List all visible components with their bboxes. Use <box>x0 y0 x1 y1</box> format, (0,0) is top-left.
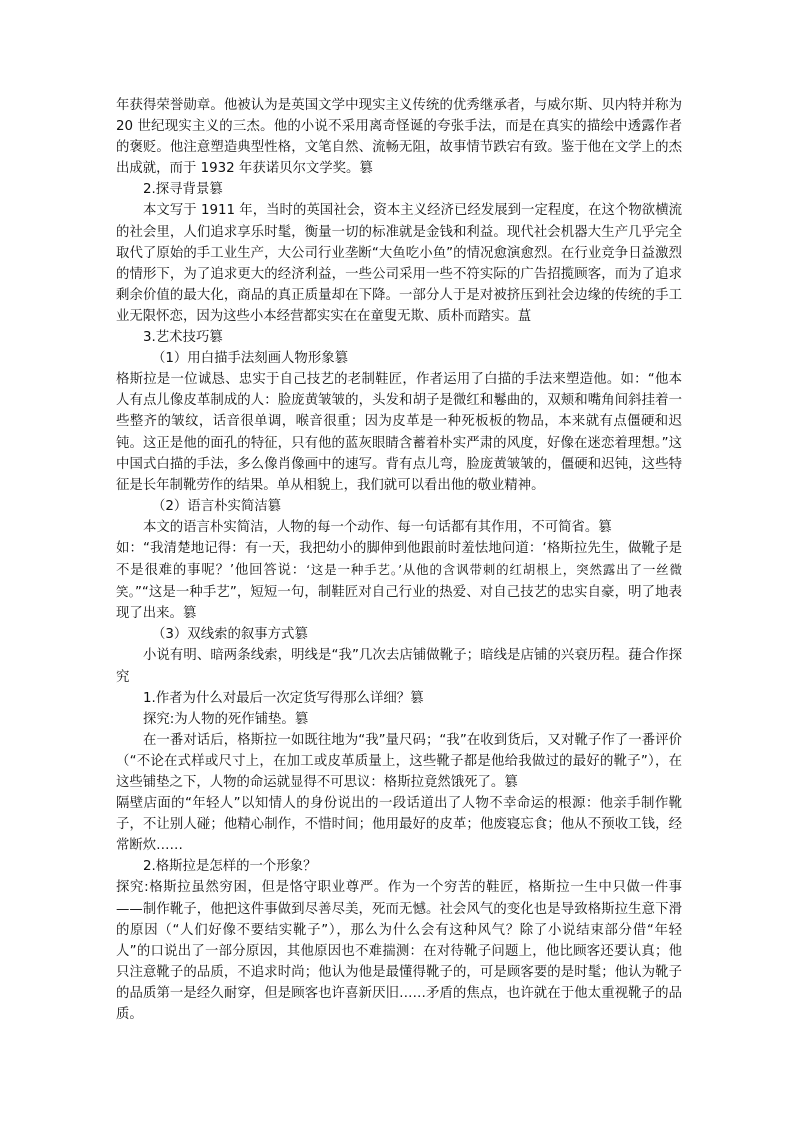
paragraph-mark: 篡 <box>294 711 309 727</box>
paragraph-mark: 篡 <box>294 627 308 643</box>
heading-art-skills: 3.艺术技巧篡 <box>143 330 223 346</box>
paragraph-mark: 篡 <box>182 606 197 622</box>
paragraph-mark: 篡 <box>359 161 373 177</box>
paragraph-mark: 篡 <box>209 182 223 198</box>
paragraph-mark: 篡 <box>334 351 348 367</box>
paragraph-portrait: 格斯拉是一位诚恳、忠实于自己技艺的老制鞋匠，作者运用了白描的手法来塑造他。如：“他本人有点儿像皮革制成的人：脸庞黄皱皱的，头发和胡子是微红和鬈曲的，双颊和嘴角间斜挂着一些整齐的皱纹，话音很单调，喉音很重；因为皮革是一种死板板的物品，本来就有点僵硬和迟钝。这正是他的面孔的特征，只有他的蓝灰眼睛含蓄着朴实严肃的风度，好像在迷恋着理想。”这中国式白描的手法，多么像肖像画中的速写。背有点儿弯，脸庞黄皱皱的，僵硬和迟钝，这些特征是长年制靴劳作的结果。单从相貌上，我们就可以看出他的敬业精神。 <box>116 372 682 493</box>
paragraph-background: 本文写于 1911 年，当时的英国社会，资本主义经济已经发展到一定程度，在这个物欲横流的社会里，人们追求享乐时髦，衡量一切的标准就是金钱和利益。现代社会机器大生产几乎完全取代了原始的手工业生产，大公司行业垄断“大鱼吃小鱼”的情况愈演愈烈。在行业竞争日益激烈的情形下，为了追求更大的经济利益，一些公司采用一些不符实际的广告招揽顾客，而为了追求剩余价值的最大化，商品的真正质量却在下降。一部分人于是对被挤压到社会边缘的传统的手工业无限怀恋，因为这些小本经营都实实在在童叟无欺、质朴而踏实。蒀 <box>116 203 682 324</box>
paragraph-mark: 蓵 <box>628 648 642 664</box>
answer-1-body: 在一番对话后，格斯拉一如既往地为“我”量尺码；“我”在收到货后，又对靴子作了一番评价（“不论在式样或尺寸上，在加工或皮革质量上，这些靴子都是他给我做过的最好的靴子”），在这些铺垫之下，人物的命运就显得不可思议：格斯拉竟然饿死了。篡 <box>116 732 682 790</box>
paragraph-language-example: 如：“我清楚地记得：有一天，我把幼小的脚伸到他跟前时羞怯地问道：‘格斯拉先生，做靴子是不是很难的事呢？’他回答说：‘这是一种手艺。’从他的含讽带刺的红胡根上，突然露出了一丝微笑。”“这是一种手艺”，短短一句，制鞋匠对自己行业的热爱、对自己技艺的忠实自豪，明了地表现了出来。篡 <box>116 540 682 622</box>
answer-1-lead: 探究:为人物的死作铺垫。篡 <box>143 711 309 727</box>
question-1: 1.作者为什么对最后一次定货写得那么详细？篡 <box>143 690 424 706</box>
paragraph-mark: 篡 <box>410 690 424 706</box>
paragraph-mark: 篡 <box>504 775 518 790</box>
paragraph-mark: 蒀 <box>517 308 532 324</box>
question-2: 2.格斯拉是怎样的一个形象？ <box>143 859 317 875</box>
subheading-double-clue: （3）双线索的叙事方式篡 <box>152 627 308 643</box>
paragraph-mark: 篡 <box>598 519 612 535</box>
paragraph-double-clue: 小说有明、暗两条线索，明线是“我”几次去店铺做靴子；暗线是店铺的兴衰历程。蓵合作探究 <box>116 648 683 685</box>
paragraph-mark: 篡 <box>209 330 223 346</box>
paragraph-mark: 篡 <box>267 498 282 514</box>
subheading-language: （2）语言朴实简洁篡 <box>152 498 282 514</box>
paragraph-language: 本文的语言朴实简洁，人物的每一个动作、每一句话都有其作用，不可简省。篡 <box>143 519 612 535</box>
paragraph-galsworthy-intro: 年获得荣誉勋章。他被认为是英国文学中现实主义传统的优秀继承者，与威尔斯、贝内特并称为 20 世纪现实主义的三杰。他的小说不采用离奇怪诞的夸张手法，而是在真实的描绘中透露作者的褒贬。他注意塑造典型性格，文笔自然、流畅无阻，故事情节跌宕有致。鉴于他在文学上的杰出成就，而于 1932 年获诺贝尔文学奖。篡 <box>116 98 682 177</box>
section-label-cooperative-inquiry: 合作探究 <box>116 648 683 685</box>
subheading-line-drawing: （1）用白描手法刻画人物形象篡 <box>152 351 348 367</box>
document-page <box>116 95 682 1025</box>
answer-2: 探究:格斯拉虽然穷困，但是恪守职业尊严。作为一个穷苦的鞋匠，格斯拉一生中只做一件事——制作靴子，他把这件事做到尽善尽美，死而无憾。社会风气的变化也是导致格斯拉生意下滑的原因（“人们好像不要结实靴子”），那么为什么会有这种风气？除了小说结束部分借“年轻人”的口说出了一部分原因，其他原因也不难揣测：在对待靴子问题上，他比顾客还要认真；他只注意靴子的品质，不追求时尚；他认为他是最懂得靴子的，可是顾客要的是时髦；他认为靴子的品质第一是经久耐穿，但是顾客也许喜新厌旧……矛盾的焦点，也许就在于他太重视靴子的品质。 <box>116 880 682 1023</box>
quoted-passage: ‘这是一种手艺。’从他的含讽带刺的红胡根上，突然露出了一丝微笑。 <box>116 562 682 600</box>
answer-1-young-man: 隔壁店面的“年轻人”以知情人的身份说出的一段话道出了人物不幸命运的根源：他亲手制作靴子，不让别人碰；他精心制作，不惜时间；他用最好的皮革；他废寝忘食；他从不预收工钱，经常断炊…… <box>116 796 682 854</box>
heading-background: 2.探寻背景篡 <box>143 182 223 198</box>
